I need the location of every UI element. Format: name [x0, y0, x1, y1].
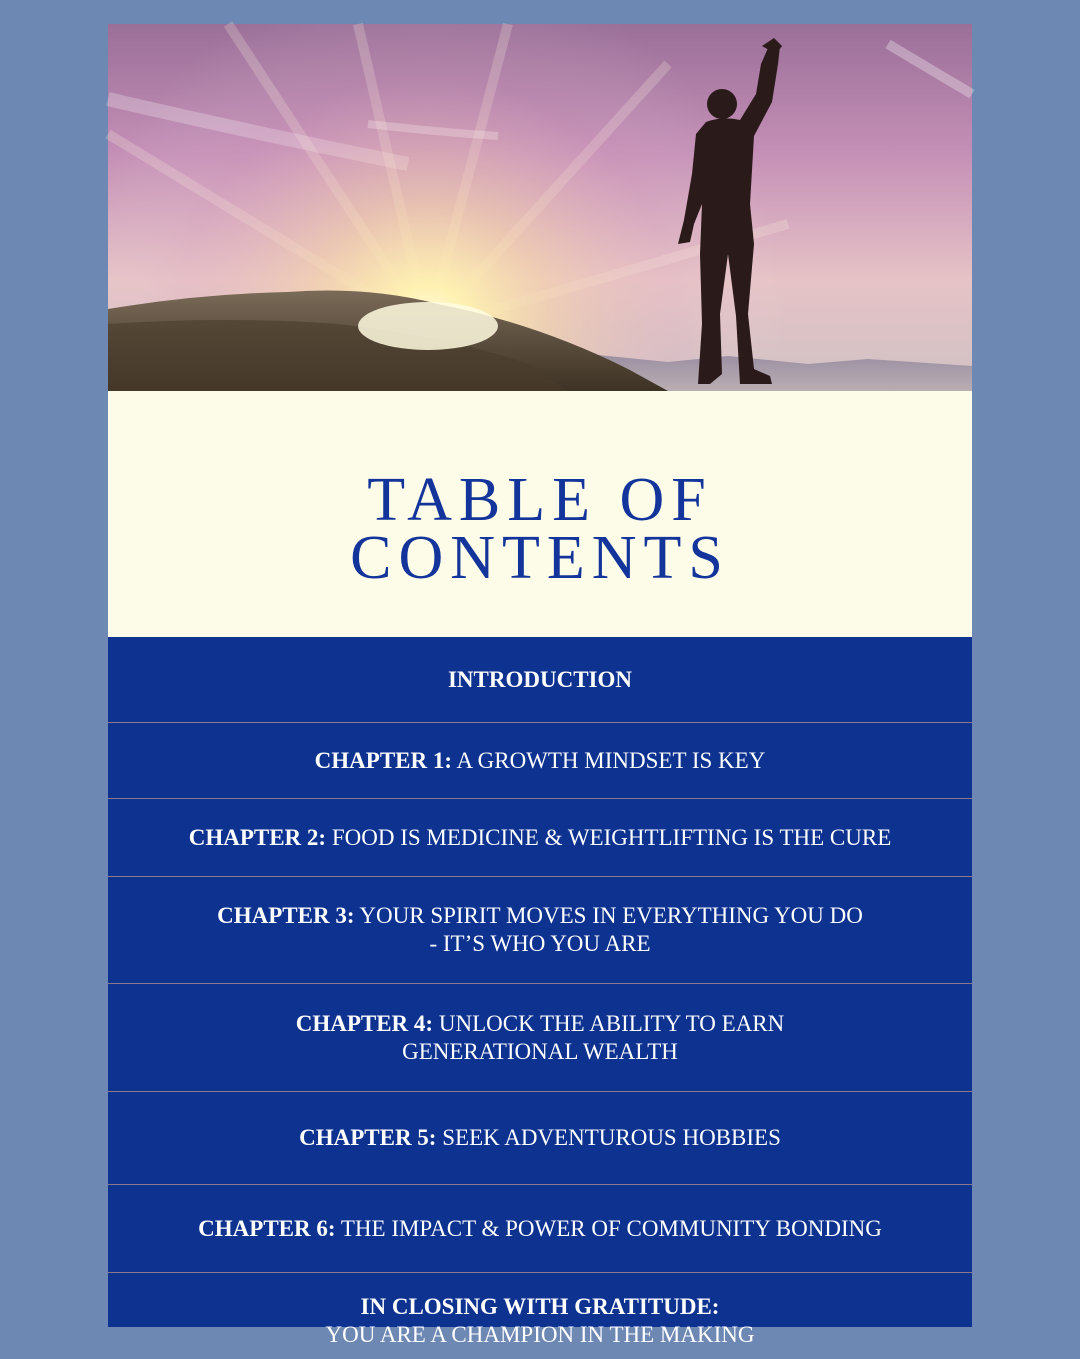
toc-item-title-continued: YOU ARE A CHAMPION IN THE MAKING [325, 1322, 755, 1347]
toc-item-title: SEEK ADVENTUROUS HOBBIES [436, 1125, 781, 1150]
title-band [108, 391, 972, 637]
toc-item-chapter-1[interactable] [108, 723, 972, 799]
toc-item-chapter-6[interactable] [108, 1185, 972, 1273]
toc-item-title: THE IMPACT & POWER OF COMMUNITY BONDING [335, 1215, 882, 1241]
toc-item-label: CHAPTER 2: [188, 824, 327, 850]
toc-item-label: CHAPTER 6: [198, 1215, 336, 1241]
book-page [108, 24, 972, 1347]
toc-list [108, 637, 972, 1347]
toc-item-chapter-4[interactable] [108, 984, 972, 1092]
toc-item-title: YOUR SPIRIT MOVES IN EVERYTHING YOU DO [354, 903, 863, 928]
toc-item-label: CHAPTER 3: [217, 903, 355, 928]
page-title-line-2: CONTENTS [350, 524, 730, 592]
toc-item-title-continued: - IT’S WHO YOU ARE [429, 931, 651, 956]
hero-photo [108, 24, 972, 391]
toc-item-title: FOOD IS MEDICINE & WEIGHTLIFTING IS THE CURE [326, 824, 892, 850]
toc-item-chapter-5[interactable] [108, 1092, 972, 1185]
toc-item-chapter-2[interactable] [108, 799, 972, 877]
page-title-line-1: TABLE OF [367, 466, 713, 534]
toc-item-title: A GROWTH MINDSET IS KEY [452, 747, 766, 773]
person-raising-fist-at-sunrise-image [108, 24, 972, 391]
toc-item-introduction[interactable] [108, 637, 972, 723]
toc-item-chapter-3[interactable] [108, 877, 972, 984]
toc-item-title: UNLOCK THE ABILITY TO EARN [433, 1010, 785, 1036]
toc-item-label: INTRODUCTION [447, 666, 633, 692]
toc-item-label: CHAPTER 1: [314, 747, 453, 773]
toc-item-title-continued: GENERATIONAL WEALTH [402, 1038, 678, 1064]
toc-item-closing[interactable] [108, 1273, 972, 1359]
toc-item-label: IN CLOSING WITH GRATITUDE: [360, 1294, 720, 1319]
toc-item-label: CHAPTER 5: [299, 1125, 437, 1150]
toc-item-label: CHAPTER 4: [295, 1010, 434, 1036]
